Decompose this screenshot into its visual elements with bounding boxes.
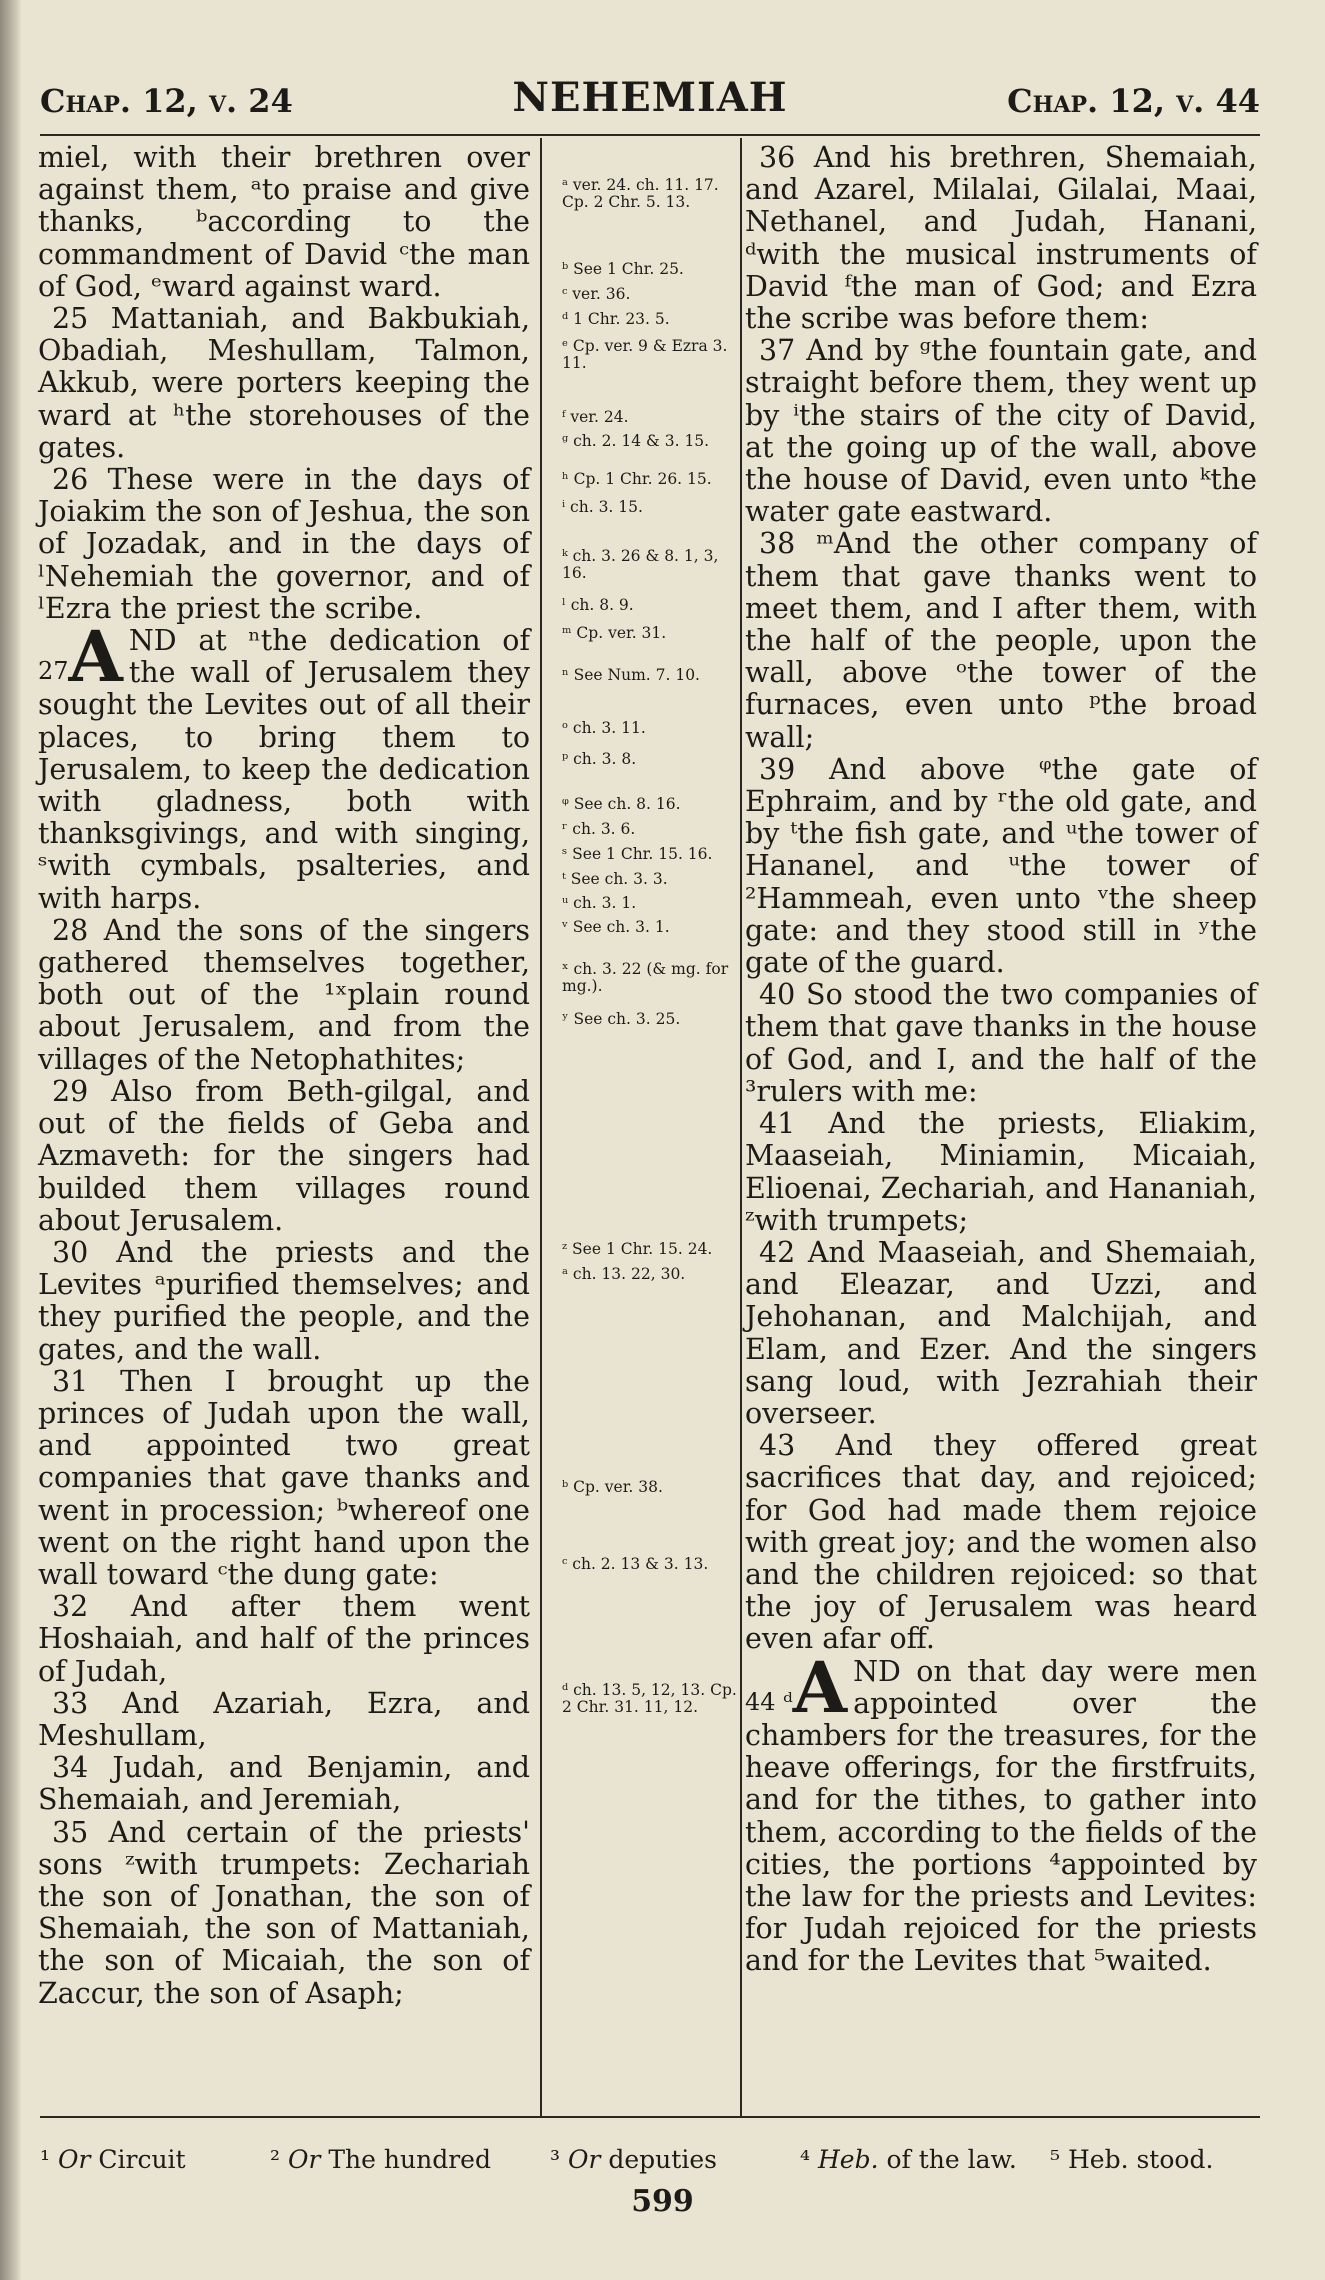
cross-reference: ᵖ ch. 3. 8.	[562, 750, 637, 768]
verse-text: 34 Judah, and Benjamin, and Shemaiah, and Jeremiah,	[38, 1751, 530, 1817]
cross-reference: ᶜ ch. 2. 13 & 3. 13.	[562, 1555, 709, 1573]
verse-paragraph	[38, 1688, 530, 1752]
verse-paragraph	[745, 1237, 1257, 1430]
verse-text: 41 And the priests, Eliakim, Maaseiah, Miniamin, Micaiah, Elioenai, Zechariah, and Hananiah, ᶻwith trumpets;	[745, 1107, 1257, 1237]
verse-text: 25 Mattaniah, and Bakbukiah, Obadiah, Meshullam, Talmon, Akkub, were porters keeping the ward at ʰthe storehouses of the gates.	[38, 302, 530, 464]
cross-reference: ᵇ See 1 Chr. 25.	[562, 260, 684, 278]
footnote-label: Or	[567, 2145, 601, 2174]
verse-text: 28 And the sons of the singers gathered themselves together, both out of the ¹ˣplain round about Jerusalem, and from the villages of the Netophathites;	[38, 913, 530, 1076]
cross-reference: ʳ ch. 3. 6.	[562, 820, 636, 838]
verse-text: 29 Also from Beth-gilgal, and out of the fields of Geba and Azmaveth: for the singers had builded them villages round about Jerusalem.	[38, 1074, 530, 1237]
verse-paragraph	[38, 303, 530, 464]
footnote-text: The hundred	[320, 2145, 491, 2174]
column-divider-left	[540, 138, 542, 2116]
footnote-number: ²	[270, 2145, 288, 2174]
cross-reference: ⁿ See Num. 7. 10.	[562, 666, 700, 684]
cross-reference: ⁱ ch. 3. 15.	[562, 498, 643, 516]
verse-paragraph	[38, 615, 530, 915]
cross-reference: ˢ See 1 Chr. 15. 16.	[562, 845, 713, 864]
footnote-label: Or	[287, 2145, 321, 2174]
verse-paragraph	[38, 1366, 530, 1591]
footnote-number: ³	[550, 2145, 568, 2174]
footnote-number: ¹	[40, 2145, 58, 2174]
footnote-number: ⁵	[1050, 2145, 1068, 2174]
verse-paragraph	[38, 1752, 530, 1816]
text-column-left	[38, 142, 530, 2010]
verse-paragraph	[745, 142, 1257, 335]
verse-paragraph	[38, 464, 530, 625]
verse-text: ND at ⁿthe dedication of the wall of Jerusalem they sought the Levites out of all their places, to bring them to Jerusalem, to keep the dedication with gladness, both with thanksgivings, and with singing, ˢwith cymbals, psalteries, and with harps.	[38, 624, 530, 915]
column-divider-right	[740, 138, 742, 2116]
verse-text: miel, with their brethren over against them, ᵃto praise and give thanks, ᵇaccording to the commandment of David ᶜthe man of God, ᵉward against ward.	[38, 141, 530, 303]
verse-paragraph	[745, 335, 1257, 528]
cross-reference: ᵉ Cp. ver. 9 & Ezra 3. 11.	[562, 337, 728, 372]
verse-paragraph	[38, 915, 530, 1076]
running-header	[40, 72, 1260, 132]
header-book-title: NEHEMIAH	[512, 74, 788, 121]
header-right-chapter: Chap. 12, v. 44	[1007, 82, 1260, 120]
verse-text: 32 And after them went Hoshaiah, and half of the princes of Judah,	[38, 1590, 530, 1688]
header-left-chapter: Chap. 12, v. 24	[40, 82, 293, 120]
footnote-label: Or	[57, 2145, 91, 2174]
footnotes	[40, 2145, 1260, 2185]
verse-text: 40 So stood the two companies of them that gave thanks in the house of God, and I, and the half of the ³rulers with me:	[745, 978, 1257, 1108]
cross-reference: ᵘ ch. 3. 1.	[562, 894, 637, 913]
verse-text: 31 Then I brought up the princes of Judah upon the wall, and appointed two great companies that gave thanks and went in procession; ᵇwhereof one went on the right hand upon the wall toward ᶜthe dung gate:	[38, 1364, 530, 1591]
footnote-label: Heb.	[817, 2145, 879, 2174]
verse-number: 44 ᵈ	[745, 1687, 793, 1716]
cross-reference: ˣ ch. 3. 22 (& mg. for mg.).	[562, 960, 729, 995]
verse-number: 27	[38, 657, 69, 686]
page-spine-shadow	[0, 0, 22, 2280]
footnote-rule	[40, 2116, 1260, 2118]
text-column-right	[745, 142, 1257, 1978]
verse-paragraph	[745, 979, 1257, 1108]
verse-text: 30 And the priests and the Levites ᵃpurified themselves; and they purified the people, and the gates, and the wall.	[38, 1235, 530, 1366]
footnote	[550, 2145, 717, 2174]
cross-reference: ᵗ See ch. 3. 3.	[562, 870, 668, 889]
cross-reference: ᵒ ch. 3. 11.	[562, 719, 646, 738]
verse-paragraph	[38, 1076, 530, 1237]
drop-cap: A	[68, 615, 123, 699]
verse-paragraph	[38, 1591, 530, 1688]
footnote-text: Circuit	[90, 2145, 186, 2174]
cross-reference: ᵈ ch. 13. 5, 12, 13. Cp. 2 Chr. 31. 11, 12.	[562, 1681, 737, 1716]
cross-reference: ᵍ ch. 2. 14 & 3. 15.	[562, 432, 710, 451]
verse-paragraph	[38, 1237, 530, 1366]
verse-text: 37 And by ᵍthe fountain gate, and straight before them, they went up by ⁱthe stairs of the city of David, at the going up of the wall, above the house of David, even unto ᵏthe water gate eastward.	[745, 334, 1257, 529]
verse-paragraph	[38, 1817, 530, 2010]
footnote-text: deputies	[600, 2145, 717, 2174]
page-number: 599	[631, 2184, 694, 2219]
verse-paragraph	[745, 754, 1257, 979]
cross-reference: ᵠ See ch. 8. 16.	[562, 794, 681, 813]
cross-reference: ᵈ 1 Chr. 23. 5.	[562, 310, 670, 329]
verse-paragraph	[745, 1430, 1257, 1655]
verse-paragraph	[745, 528, 1257, 753]
cross-reference: ᵃ ver. 24. ch. 11. 17. Cp. 2 Chr. 5. 13.	[562, 176, 719, 211]
verse-text: 26 These were in the days of Joiakim the son of Jeshua, the son of Jozadak, and in the days of ˡNehemiah the governor, and of ˡEzra the priest the scribe.	[38, 463, 530, 625]
drop-cap: A	[792, 1645, 848, 1729]
verse-paragraph	[745, 1645, 1257, 1978]
footnote-number: ⁴	[800, 2145, 818, 2174]
verse-text: ND on that day were men appointed over the chambers for the treasures, for the heave offerings, for the firstfruits, and for the tithes, to gather into them, according to the fields of the cities, the portions ⁴appointed by the law for the priests and Levites: for Judah rejoiced for the priests and for the Levites that ⁵waited.	[745, 1654, 1257, 1978]
verse-text: 35 And certain of the priests' sons ᶻwith trumpets: Zechariah the son of Jonathan, the son of Shemaiah, the son of Mattaniah, the son of Micaiah, the son of Zaccur, the son of Asaph;	[38, 1815, 530, 2010]
cross-reference: ʸ See ch. 3. 25.	[562, 1010, 681, 1029]
cross-reference: ʰ Cp. 1 Chr. 26. 15.	[562, 470, 712, 488]
footnote-text: of the law.	[878, 2145, 1017, 2174]
cross-reference: ᵐ Cp. ver. 31.	[562, 624, 667, 642]
header-rule	[40, 134, 1260, 136]
cross-reference: ᵇ Cp. ver. 38.	[562, 1478, 663, 1496]
verse-text: 38 ᵐAnd the other company of them that gave thanks went to meet them, and I after them, with the half of the people, upon the wall, above ᵒthe tower of the furnaces, even unto ᵖthe broad wall;	[745, 527, 1257, 754]
cross-reference: ᶜ ver. 36.	[562, 285, 631, 304]
footnote	[1050, 2145, 1213, 2174]
verse-text: 43 And they offered great sacrifices that day, and rejoiced; for God had made them rejoice with great joy; and the women also and the children rejoiced: so that the joy of Jerusalem was heard even afar off.	[745, 1429, 1257, 1656]
verse-paragraph	[745, 1108, 1257, 1237]
verse-paragraph	[38, 142, 530, 303]
verse-text: 39 And above ᵠthe gate of Ephraim, and by ʳthe old gate, and by ᵗthe fish gate, and ᵘthe tower of Hananel, and ᵘthe tower of ²Hammeah, even unto ᵛthe sheep gate: and they stood still in ʸthe gate of the guard.	[745, 752, 1257, 980]
footnote	[40, 2145, 186, 2174]
verse-text: 36 And his brethren, Shemaiah, and Azarel, Milalai, Gilalai, Maai, Nethanel, and Judah, Hanani, ᵈwith the musical instruments of David ᶠthe man of God; and Ezra the scribe was before them:	[745, 141, 1257, 336]
cross-reference: ᵛ See ch. 3. 1.	[562, 918, 670, 936]
footnote	[800, 2145, 1017, 2174]
footnote-text: Heb. stood.	[1067, 2145, 1214, 2174]
cross-reference: ᶠ ver. 24.	[562, 408, 629, 427]
cross-reference: ᶻ See 1 Chr. 15. 24.	[562, 1240, 713, 1258]
cross-reference: ˡ ch. 8. 9.	[562, 596, 634, 614]
cross-reference: ᵏ ch. 3. 26 & 8. 1, 3, 16.	[562, 547, 719, 582]
footnote	[270, 2145, 491, 2174]
cross-reference: ᵃ ch. 13. 22, 30.	[562, 1265, 686, 1284]
verse-text: 42 And Maaseiah, and Shemaiah, and Eleazar, and Uzzi, and Jehohanan, and Malchijah, and Elam, and Ezer. And the singers sang loud, with Jezrahiah their overseer.	[745, 1235, 1257, 1430]
verse-text: 33 And Azariah, Ezra, and Meshullam,	[38, 1686, 530, 1752]
